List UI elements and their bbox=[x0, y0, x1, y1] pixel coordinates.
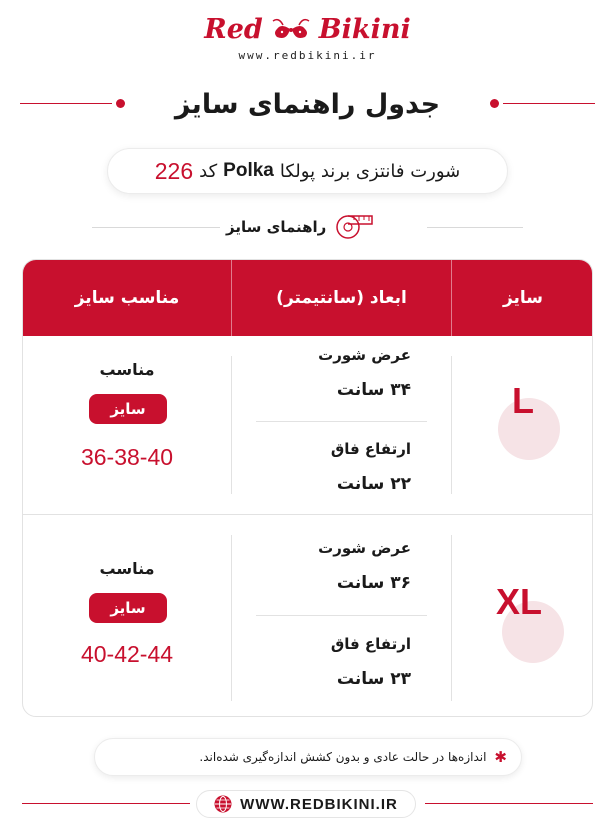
dim-label-width: عرض شورت bbox=[318, 539, 411, 557]
bikini-logo-icon bbox=[269, 15, 313, 45]
fit-size-range: 40-42-44 bbox=[80, 641, 174, 667]
page-title: جدول راهنمای سایز bbox=[174, 88, 441, 120]
size-table bbox=[22, 259, 593, 717]
footer-website-link[interactable] bbox=[196, 790, 416, 818]
dimensions-cell bbox=[232, 515, 451, 717]
table-header bbox=[23, 260, 593, 336]
fit-word: مناسب bbox=[99, 360, 155, 379]
fit-size-badge: سایز bbox=[89, 394, 167, 424]
brand-word-red: Red bbox=[204, 14, 263, 45]
fit-size-range: 36-38-40 bbox=[80, 444, 174, 470]
size-guide-heading bbox=[0, 210, 615, 244]
header-fit: مناسب سایز bbox=[74, 288, 180, 308]
page-title-row bbox=[0, 86, 615, 122]
measurement-note bbox=[94, 738, 522, 776]
product-code-label: کد bbox=[199, 160, 218, 182]
footer-url: WWW.REDBIKINI.IR bbox=[240, 795, 398, 813]
asterisk-icon: ✱ bbox=[494, 748, 507, 766]
product-prefix: شورت فانتزی برند پولکا bbox=[279, 160, 461, 182]
header-dimensions: ابعاد (سانتیمتر) bbox=[276, 288, 407, 308]
size-cell bbox=[452, 515, 593, 717]
product-brand-latin: Polka bbox=[223, 160, 274, 181]
title-divider-right bbox=[503, 103, 595, 104]
dim-value-rise: ۲۳ سانت bbox=[336, 669, 411, 689]
dimensions-cell bbox=[232, 336, 451, 514]
guide-divider-right bbox=[427, 227, 523, 228]
fit-size-badge: سایز bbox=[89, 593, 167, 623]
footer bbox=[0, 788, 615, 818]
product-name-pill bbox=[107, 148, 508, 194]
measuring-tape-icon bbox=[334, 212, 376, 242]
footer-divider-right bbox=[425, 803, 593, 804]
dim-separator bbox=[256, 421, 427, 422]
title-divider-left bbox=[20, 103, 112, 104]
size-cell bbox=[452, 336, 593, 514]
guide-divider-left bbox=[92, 227, 220, 228]
dim-label-rise: ارتفاع فاق bbox=[330, 440, 411, 458]
fit-cell bbox=[23, 336, 231, 514]
globe-icon bbox=[214, 795, 232, 813]
size-label: L bbox=[512, 380, 534, 421]
dim-value-rise: ۲۲ سانت bbox=[336, 474, 411, 494]
product-code-number: 226 bbox=[154, 157, 194, 184]
title-dot-right bbox=[490, 99, 499, 108]
footer-divider-left bbox=[22, 803, 190, 804]
brand-word-bikini: Bikini bbox=[318, 14, 411, 45]
dim-value-width: ۳۶ سانت bbox=[336, 573, 411, 593]
brand-url[interactable]: www.redbikini.ir bbox=[238, 49, 377, 62]
size-label: XL bbox=[496, 581, 543, 622]
dim-separator bbox=[256, 615, 427, 616]
fit-word: مناسب bbox=[99, 559, 155, 578]
brand-logo bbox=[0, 14, 615, 62]
table-row bbox=[23, 336, 593, 514]
title-dot-left bbox=[116, 99, 125, 108]
dim-label-width: عرض شورت bbox=[318, 346, 411, 364]
note-text: اندازه‌ها در حالت عادی و بدون کشش اندازه‌گیری شده‌اند. bbox=[199, 750, 487, 764]
dim-value-width: ۳۴ سانت bbox=[336, 380, 411, 400]
table-row bbox=[23, 514, 593, 717]
header-size: سایز bbox=[502, 288, 544, 308]
fit-cell bbox=[23, 515, 231, 717]
size-guide-label: راهنمای سایز bbox=[226, 218, 327, 236]
dim-label-rise: ارتفاع فاق bbox=[330, 635, 411, 653]
